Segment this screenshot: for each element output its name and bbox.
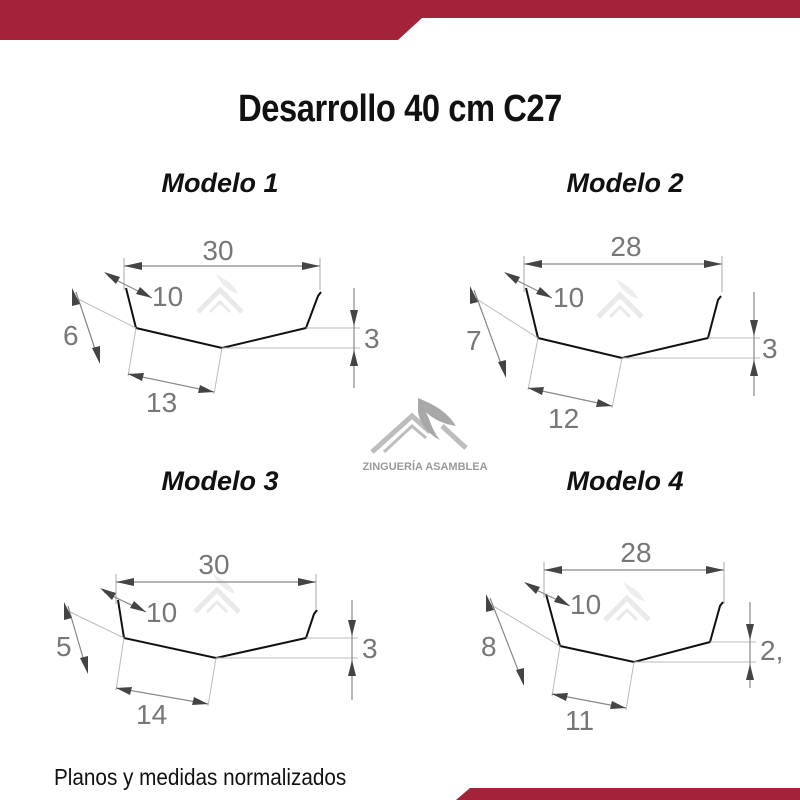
arrow-head — [524, 582, 540, 594]
arrow-head — [348, 620, 356, 636]
model-1-title: Modelo 1 — [161, 168, 279, 198]
roof-icon — [442, 426, 466, 448]
arrow-head — [552, 693, 568, 701]
dimension-drop-label: 3 — [364, 323, 380, 354]
arrow-head — [486, 594, 494, 612]
arrow-head — [610, 701, 626, 709]
arrow-head — [104, 272, 120, 284]
dimension-lip-label: 10 — [152, 281, 184, 312]
arrow-head — [116, 578, 134, 586]
dimension-drop-label: 3 — [362, 633, 378, 664]
dimension-lip-label: 10 — [570, 589, 602, 620]
arrow-head — [192, 697, 208, 705]
extension-line — [116, 638, 124, 690]
extension-line — [214, 348, 222, 394]
dimension-top-label: 30 — [202, 235, 234, 266]
arrow-head — [470, 286, 478, 304]
brand-logo — [362, 398, 487, 473]
arrow-head — [350, 350, 358, 366]
extension-line — [612, 358, 622, 408]
arrow-head — [544, 566, 562, 574]
arrow-head — [706, 566, 724, 574]
footer-caption: Planos y medidas normalizados — [54, 764, 347, 790]
arrow-head — [130, 601, 146, 612]
arrow-head — [302, 262, 320, 270]
model-4-drawing — [481, 537, 783, 736]
dimension-top-label: 28 — [610, 231, 642, 262]
dimension-top-label: 30 — [198, 549, 230, 580]
dimension-bottom-label: 12 — [548, 403, 580, 434]
model-2-drawing — [466, 231, 778, 434]
dimension-side-label: 6 — [63, 320, 79, 351]
dimension-bottom-label: 14 — [136, 699, 168, 730]
dimension-top-label: 28 — [620, 537, 652, 568]
arrow-head — [348, 660, 356, 676]
dimension-side-label: 7 — [466, 325, 482, 356]
arrow-head — [128, 373, 144, 381]
page-title: Desarrollo 40 cm C27 — [238, 88, 562, 130]
arrow-head — [528, 387, 544, 395]
arrow-head — [64, 602, 72, 620]
dimension-lip-label: 10 — [553, 282, 585, 313]
arrow-head — [704, 260, 722, 268]
arrow-head — [746, 664, 754, 680]
arrow-head — [198, 385, 214, 393]
dimension-drop-label: 2, — [760, 635, 784, 666]
dimension-bottom-label: 13 — [146, 387, 178, 418]
dimension-bottom-label: 11 — [565, 705, 595, 736]
arrow-head — [536, 287, 552, 298]
arrow-head — [92, 346, 100, 364]
extension-line — [626, 662, 634, 710]
extension-line — [528, 338, 538, 390]
model-4-title: Modelo 4 — [566, 466, 684, 496]
arrow-head — [524, 260, 542, 268]
extension-line — [552, 646, 560, 696]
extension-line — [66, 610, 124, 638]
watermark-logo-icon — [598, 279, 642, 317]
arrow-head — [136, 287, 152, 298]
watermark-logo-icon — [605, 582, 649, 620]
arrow-head — [124, 262, 142, 270]
dimension-side-label: 8 — [481, 631, 497, 662]
arrow-head — [516, 668, 524, 686]
extension-line — [208, 658, 216, 706]
arrow-head — [100, 588, 116, 600]
model-1-drawing — [63, 235, 380, 418]
model-3-drawing — [56, 549, 378, 730]
arrow-head — [498, 360, 506, 378]
watermark-logo-icon — [198, 274, 242, 312]
dimension-lip-label: 10 — [146, 597, 178, 628]
arrow-head — [80, 656, 88, 674]
model-3-title: Modelo 3 — [161, 466, 279, 496]
extension-line — [72, 296, 136, 328]
arrow-head — [298, 578, 316, 586]
arrow-head — [746, 624, 754, 640]
extension-line — [472, 296, 538, 338]
brand-name: ZINGUERÍA ASAMBLEA — [362, 461, 488, 473]
arrow-head — [596, 399, 612, 407]
arrow-head — [350, 310, 358, 326]
arrow-head — [504, 272, 520, 284]
dimension-side-label: 5 — [56, 631, 72, 662]
model-2-title: Modelo 2 — [566, 168, 684, 198]
arrow-head — [72, 288, 80, 306]
arrow-head — [116, 687, 132, 695]
extension-line — [128, 328, 136, 376]
arrow-head — [750, 320, 758, 336]
dimension-drop-label: 3 — [762, 333, 778, 364]
arrow-head — [554, 595, 570, 606]
roof-icon — [384, 426, 426, 452]
arrow-head — [750, 360, 758, 376]
